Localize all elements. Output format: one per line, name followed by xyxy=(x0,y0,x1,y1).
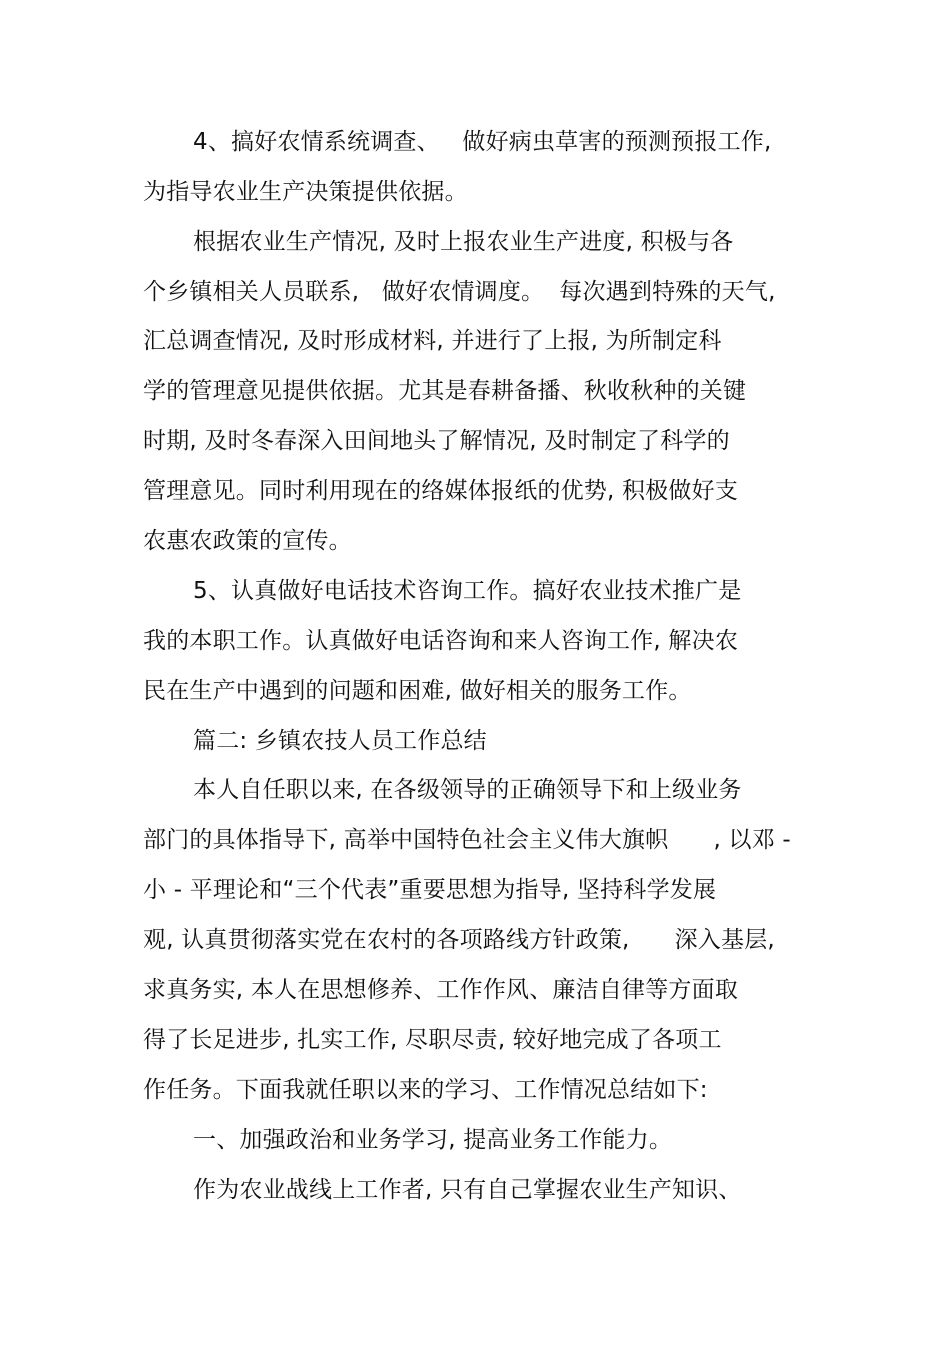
text-line: 观, 认真贯彻落实党在农村的各项路线方针政策, 深入基层, xyxy=(143,927,775,953)
text-line: 学的管理意见提供依据。尤其是春耕备播、秋收秋种的关键 xyxy=(143,378,747,404)
text-line: 民在生产中遇到的问题和困难, 做好相关的服务工作。 xyxy=(143,678,692,704)
text-line: 作为农业战线上工作者, 只有自己掌握农业生产知识、 xyxy=(193,1177,742,1203)
text-line: 汇总调查情况, 及时形成材料, 并进行了上报, 为所制定科 xyxy=(143,328,722,354)
text-line: 我的本职工作。认真做好电话咨询和来人咨询工作, 解决农 xyxy=(143,628,739,654)
text-line: 农惠农政策的宣传。 xyxy=(143,528,352,554)
text-line: 本人自任职以来, 在各级领导的正确领导下和上级业务 xyxy=(193,777,742,803)
text-line: 作任务。下面我就任职以来的学习、工作情况总结如下: xyxy=(143,1077,708,1103)
subsection-heading: 一、加强政治和业务学习, 提高业务工作能力。 xyxy=(193,1127,673,1153)
text-line: 根据农业生产情况, 及时上报农业生产进度, 积极与各 xyxy=(193,229,734,255)
text-line: 求真务实, 本人在思想修养、工作作风、廉洁自律等方面取 xyxy=(143,977,739,1003)
text-line: 时期, 及时冬春深入田间地头了解情况, 及时制定了科学的 xyxy=(143,428,730,454)
text-line: 部门的具体指导下, 高举中国特色社会主义伟大旗帜 , 以邓 - xyxy=(143,827,791,853)
text-line: 小 - 平理论和“三个代表”重要思想为指导, 坚持科学发展 xyxy=(143,877,717,903)
text-line: 为指导农业生产决策提供依据。 xyxy=(143,179,468,205)
text-line: 管理意见。同时利用现在的络媒体报纸的优势, 积极做好支 xyxy=(143,478,739,504)
text-line: 个乡镇相关人员联系, 做好农情调度。 每次遇到特殊的天气, xyxy=(143,279,776,305)
text-line: 4、搞好农情系统调查、 做好病虫草害的预测预报工作, xyxy=(193,129,772,155)
section-heading: 篇二: 乡镇农技人员工作总结 xyxy=(193,728,487,754)
text-line: 得了长足进步, 扎实工作, 尽职尽责, 较好地完成了各项工 xyxy=(143,1027,722,1053)
text-line: 5、认真做好电话技术咨询工作。搞好农业技术推广是 xyxy=(193,578,742,604)
